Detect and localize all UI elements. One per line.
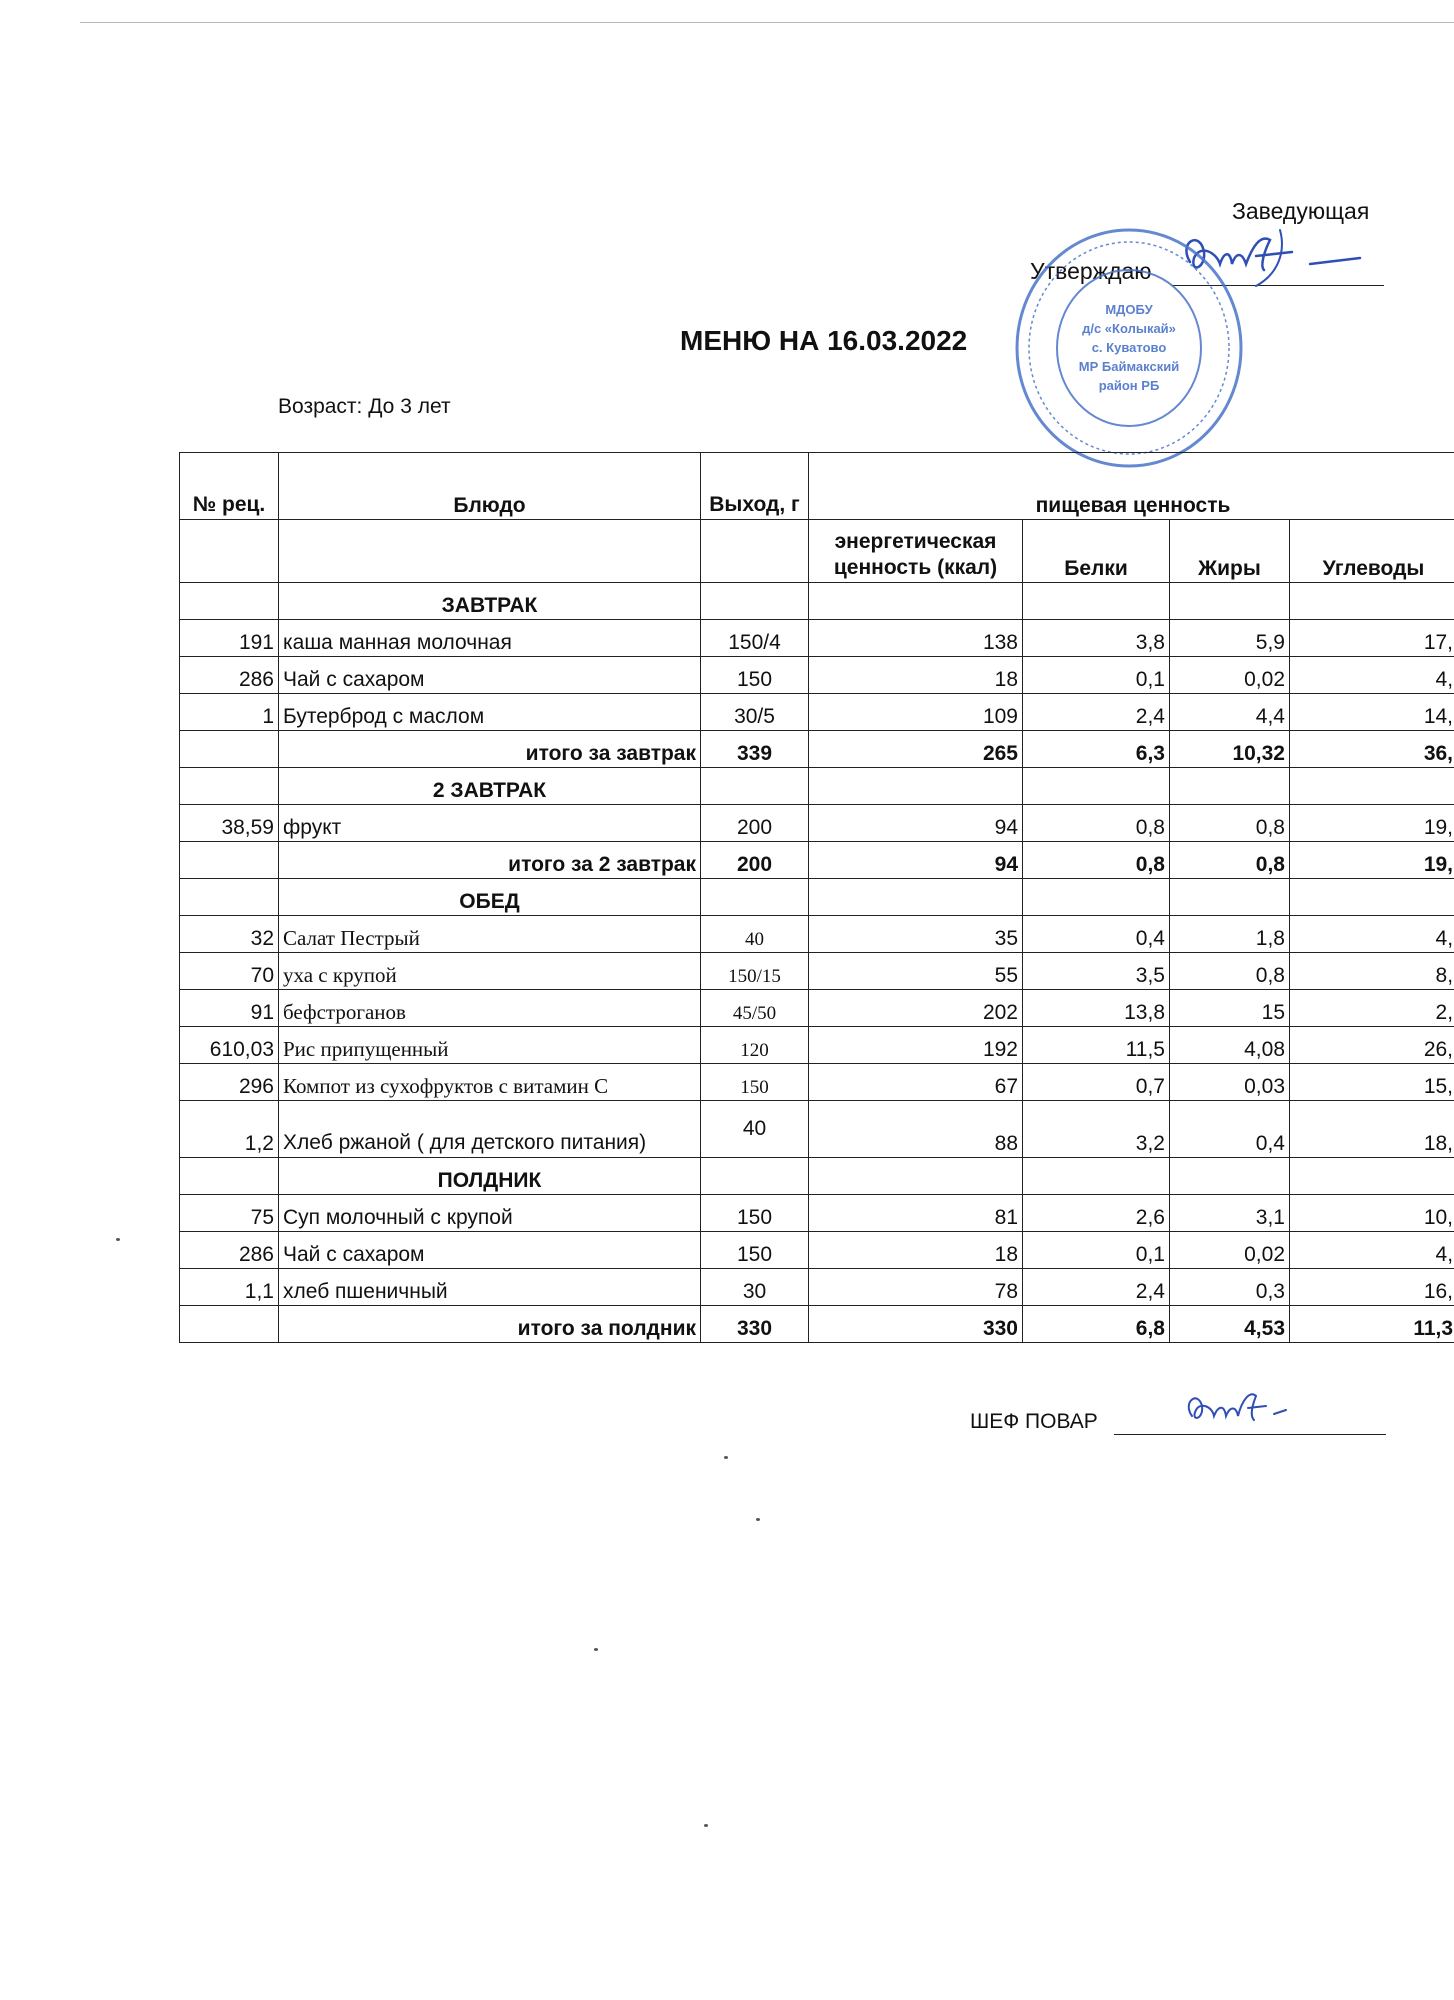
protein-cell: 3,8 <box>1023 620 1170 657</box>
fat-cell <box>1170 879 1290 916</box>
energy-cell: 109 <box>809 694 1023 731</box>
official-stamp <box>1010 222 1248 474</box>
table-row <box>180 1232 1454 1269</box>
total-row <box>180 842 1454 879</box>
top-rule <box>80 22 1454 23</box>
dish-cell: Суп молочный с крупой <box>279 1195 701 1232</box>
scan-speck <box>756 1518 760 1521</box>
dish-cell: итого за 2 завтрак <box>279 842 701 879</box>
output-cell: 150 <box>701 657 809 694</box>
recipe-number-cell: 286 <box>180 657 279 694</box>
fat-cell: 0,02 <box>1170 1232 1290 1269</box>
menu-table <box>179 452 1454 1343</box>
dish-cell: Салат Пестрый <box>279 916 701 953</box>
recipe-number-cell: 32 <box>180 916 279 953</box>
output-cell: 30/5 <box>701 694 809 731</box>
chef-signature-line <box>1114 1434 1386 1435</box>
output-cell: 150 <box>701 1232 809 1269</box>
carbs-cell: 36, <box>1290 731 1454 768</box>
header-carbs: Углеводы <box>1290 520 1454 583</box>
recipe-number-cell: 1,2 <box>180 1101 279 1158</box>
table-row <box>180 805 1454 842</box>
energy-cell: 18 <box>809 657 1023 694</box>
stamp-line-4: МР Баймакский <box>1078 359 1180 374</box>
fat-cell <box>1170 583 1290 620</box>
dish-cell: ПОЛДНИК <box>279 1158 701 1195</box>
energy-cell <box>809 583 1023 620</box>
carbs-cell: 18, <box>1290 1101 1454 1158</box>
header-nutrition: пищевая ценность <box>809 453 1454 520</box>
recipe-number-cell: 70 <box>180 953 279 990</box>
protein-cell: 2,4 <box>1023 694 1170 731</box>
output-cell: 30 <box>701 1269 809 1306</box>
total-row <box>180 1306 1454 1343</box>
output-cell: 40 <box>701 1101 809 1158</box>
section-row <box>180 1158 1454 1195</box>
energy-cell: 81 <box>809 1195 1023 1232</box>
energy-cell: 94 <box>809 805 1023 842</box>
protein-cell: 3,5 <box>1023 953 1170 990</box>
energy-cell: 35 <box>809 916 1023 953</box>
header-recipe-number: № рец. <box>180 453 279 520</box>
dish-cell: итого за полдник <box>279 1306 701 1343</box>
protein-cell: 0,1 <box>1023 657 1170 694</box>
table-row <box>180 1269 1454 1306</box>
table-row <box>180 1101 1454 1158</box>
fat-cell: 0,3 <box>1170 1269 1290 1306</box>
header-fat: Жиры <box>1170 520 1290 583</box>
fat-cell: 0,4 <box>1170 1101 1290 1158</box>
dish-cell: Чай с сахаром <box>279 1232 701 1269</box>
carbs-cell: 8, <box>1290 953 1454 990</box>
output-cell <box>701 879 809 916</box>
carbs-cell: 11,3 <box>1290 1306 1454 1343</box>
recipe-number-cell: 1 <box>180 694 279 731</box>
fat-cell <box>1170 1158 1290 1195</box>
dish-cell: ЗАВТРАК <box>279 583 701 620</box>
carbs-cell: 4, <box>1290 657 1454 694</box>
stamp-line-5: район РБ <box>1098 378 1160 393</box>
recipe-number-cell: 38,59 <box>180 805 279 842</box>
fat-cell: 0,02 <box>1170 657 1290 694</box>
dish-cell: 2 ЗАВТРАК <box>279 768 701 805</box>
header-blank <box>701 520 809 583</box>
output-cell: 150/4 <box>701 620 809 657</box>
protein-cell: 0,8 <box>1023 842 1170 879</box>
chef-signature <box>1170 1382 1300 1434</box>
protein-cell: 0,7 <box>1023 1064 1170 1101</box>
table-row <box>180 916 1454 953</box>
approver-role: Заведующая <box>1232 198 1370 224</box>
protein-cell: 0,8 <box>1023 805 1170 842</box>
energy-cell <box>809 768 1023 805</box>
carbs-cell: 14, <box>1290 694 1454 731</box>
protein-cell <box>1023 583 1170 620</box>
dish-cell: Рис припущенный <box>279 1027 701 1064</box>
output-cell <box>701 583 809 620</box>
carbs-cell: 26, <box>1290 1027 1454 1064</box>
output-cell: 150/15 <box>701 953 809 990</box>
section-row <box>180 879 1454 916</box>
fat-cell: 1,8 <box>1170 916 1290 953</box>
fat-cell <box>1170 768 1290 805</box>
energy-cell: 330 <box>809 1306 1023 1343</box>
fat-cell: 10,32 <box>1170 731 1290 768</box>
table-row <box>180 1195 1454 1232</box>
energy-cell: 55 <box>809 953 1023 990</box>
recipe-number-cell: 91 <box>180 990 279 1027</box>
output-cell: 200 <box>701 805 809 842</box>
recipe-number-cell: 1,1 <box>180 1269 279 1306</box>
protein-cell <box>1023 768 1170 805</box>
carbs-cell <box>1290 1158 1454 1195</box>
carbs-cell: 19, <box>1290 842 1454 879</box>
protein-cell <box>1023 879 1170 916</box>
approve-label: Утверждаю <box>1030 258 1152 284</box>
output-cell: 339 <box>701 731 809 768</box>
carbs-cell <box>1290 879 1454 916</box>
stamp-line-3: с. Куватово <box>1091 340 1167 355</box>
fat-cell: 0,03 <box>1170 1064 1290 1101</box>
scan-speck <box>724 1456 728 1459</box>
dish-cell: хлеб пшеничный <box>279 1269 701 1306</box>
total-row <box>180 731 1454 768</box>
recipe-number-cell: 286 <box>180 1232 279 1269</box>
recipe-number-cell: 610,03 <box>180 1027 279 1064</box>
recipe-number-cell <box>180 768 279 805</box>
fat-cell: 15 <box>1170 990 1290 1027</box>
output-cell <box>701 1158 809 1195</box>
table-row <box>180 1027 1454 1064</box>
dish-cell: Хлеб ржаной ( для детского питания) <box>279 1101 701 1158</box>
protein-cell <box>1023 1158 1170 1195</box>
energy-cell: 138 <box>809 620 1023 657</box>
output-cell: 150 <box>701 1064 809 1101</box>
stamp-line-2: д/с «Колыкай» <box>1082 321 1176 336</box>
energy-cell: 88 <box>809 1101 1023 1158</box>
fat-cell: 0,8 <box>1170 842 1290 879</box>
carbs-cell: 10, <box>1290 1195 1454 1232</box>
protein-cell: 11,5 <box>1023 1027 1170 1064</box>
carbs-cell <box>1290 583 1454 620</box>
energy-cell <box>809 879 1023 916</box>
dish-cell: Бутерброд с маслом <box>279 694 701 731</box>
recipe-number-cell <box>180 583 279 620</box>
stamp-line-1: МДОБУ <box>1105 302 1153 317</box>
dish-cell: итого за завтрак <box>279 731 701 768</box>
protein-cell: 3,2 <box>1023 1101 1170 1158</box>
energy-cell: 202 <box>809 990 1023 1027</box>
carbs-cell: 17, <box>1290 620 1454 657</box>
output-cell: 330 <box>701 1306 809 1343</box>
section-row <box>180 768 1454 805</box>
section-row <box>180 583 1454 620</box>
table-row <box>180 694 1454 731</box>
protein-cell: 0,4 <box>1023 916 1170 953</box>
table-row <box>180 953 1454 990</box>
energy-cell: 192 <box>809 1027 1023 1064</box>
header-output: Выход, г <box>701 453 809 520</box>
recipe-number-cell: 296 <box>180 1064 279 1101</box>
energy-cell: 265 <box>809 731 1023 768</box>
header-blank <box>180 520 279 583</box>
carbs-cell: 4, <box>1290 1232 1454 1269</box>
table-row <box>180 620 1454 657</box>
fat-cell: 4,4 <box>1170 694 1290 731</box>
energy-cell: 94 <box>809 842 1023 879</box>
header-energy: энергетическая ценность (ккал) <box>809 520 1023 583</box>
dish-cell: уха с крупой <box>279 953 701 990</box>
table-row <box>180 1064 1454 1101</box>
header-protein: Белки <box>1023 520 1170 583</box>
output-cell <box>701 768 809 805</box>
fat-cell: 5,9 <box>1170 620 1290 657</box>
output-cell: 150 <box>701 1195 809 1232</box>
age-label: Возраст: До 3 лет <box>278 395 451 418</box>
energy-cell: 67 <box>809 1064 1023 1101</box>
recipe-number-cell <box>180 842 279 879</box>
energy-cell: 18 <box>809 1232 1023 1269</box>
dish-cell: фрукт <box>279 805 701 842</box>
output-cell: 45/50 <box>701 990 809 1027</box>
fat-cell: 4,53 <box>1170 1306 1290 1343</box>
scan-speck <box>704 1824 708 1827</box>
dish-cell: Компот из сухофруктов с витамин С <box>279 1064 701 1101</box>
dish-cell: Чай с сахаром <box>279 657 701 694</box>
table-row <box>180 657 1454 694</box>
carbs-cell: 15, <box>1290 1064 1454 1101</box>
fat-cell: 4,08 <box>1170 1027 1290 1064</box>
output-cell: 40 <box>701 916 809 953</box>
header-blank <box>279 520 701 583</box>
carbs-cell: 4, <box>1290 916 1454 953</box>
protein-cell: 0,1 <box>1023 1232 1170 1269</box>
carbs-cell: 2, <box>1290 990 1454 1027</box>
protein-cell: 2,6 <box>1023 1195 1170 1232</box>
dish-cell: бефстроганов <box>279 990 701 1027</box>
energy-cell: 78 <box>809 1269 1023 1306</box>
fat-cell: 0,8 <box>1170 805 1290 842</box>
carbs-cell <box>1290 768 1454 805</box>
protein-cell: 6,8 <box>1023 1306 1170 1343</box>
table-row <box>180 990 1454 1027</box>
dish-cell: каша манная молочная <box>279 620 701 657</box>
recipe-number-cell <box>180 731 279 768</box>
protein-cell: 6,3 <box>1023 731 1170 768</box>
recipe-number-cell: 75 <box>180 1195 279 1232</box>
output-cell: 120 <box>701 1027 809 1064</box>
header-dish: Блюдо <box>279 453 701 520</box>
carbs-cell: 19, <box>1290 805 1454 842</box>
scan-speck <box>594 1648 598 1651</box>
menu-body <box>180 583 1454 1343</box>
fat-cell: 3,1 <box>1170 1195 1290 1232</box>
page-title: МЕНЮ НА 16.03.2022 <box>680 325 968 356</box>
fat-cell: 0,8 <box>1170 953 1290 990</box>
output-cell: 200 <box>701 842 809 879</box>
recipe-number-cell <box>180 879 279 916</box>
protein-cell: 13,8 <box>1023 990 1170 1027</box>
recipe-number-cell <box>180 1306 279 1343</box>
recipe-number-cell <box>180 1158 279 1195</box>
recipe-number-cell: 191 <box>180 620 279 657</box>
carbs-cell: 16, <box>1290 1269 1454 1306</box>
protein-cell: 2,4 <box>1023 1269 1170 1306</box>
scan-speck <box>116 1238 120 1241</box>
chef-label: ШЕФ ПОВАР <box>970 1410 1098 1433</box>
dish-cell: ОБЕД <box>279 879 701 916</box>
energy-cell <box>809 1158 1023 1195</box>
